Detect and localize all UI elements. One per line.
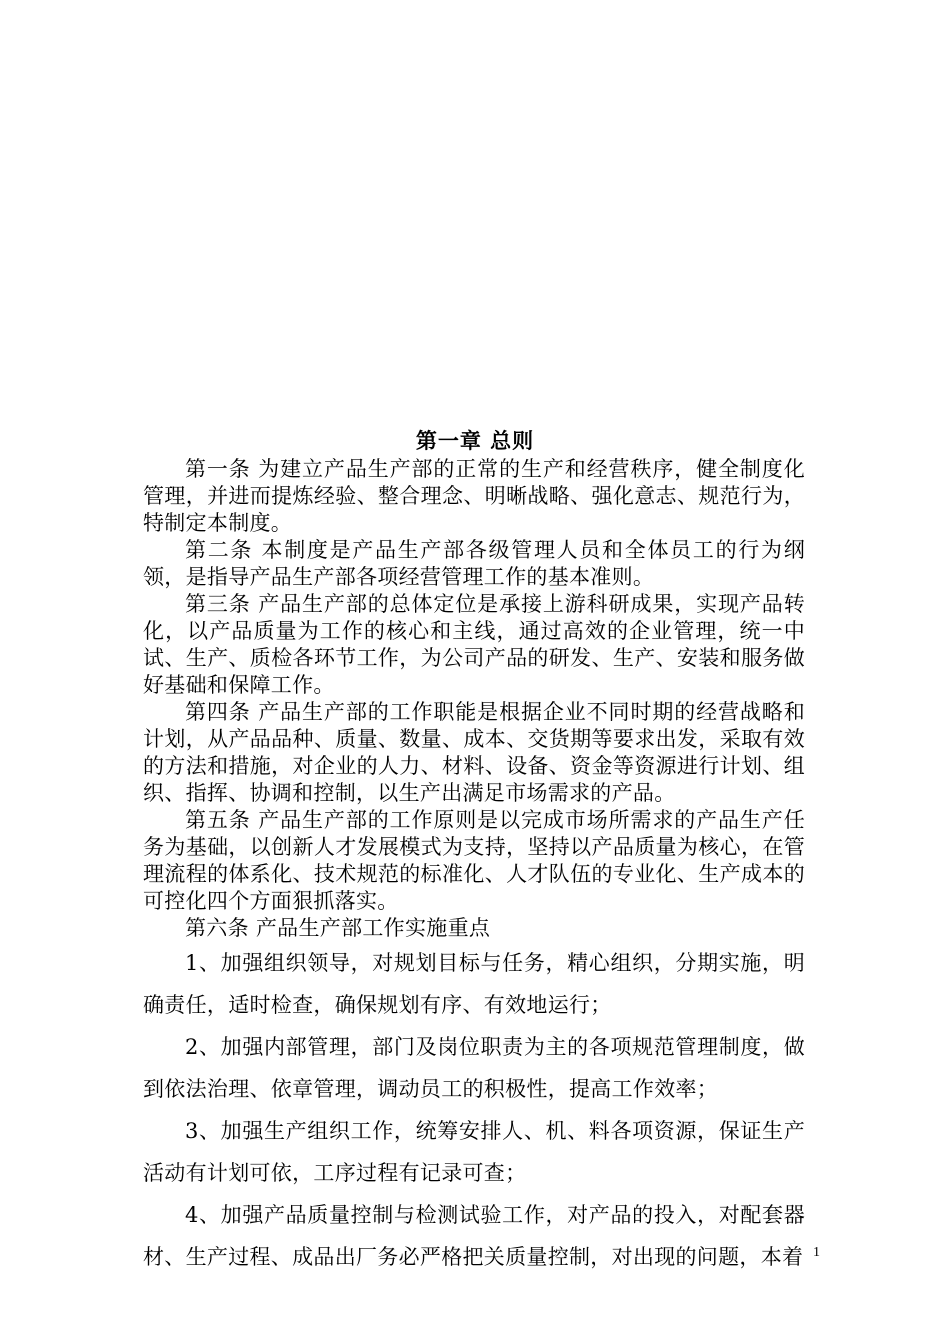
article-3: 第三条 产品生产部的总体定位是承接上游科研成果，实现产品转化，以产品质量为工作的核心和主线，通过高效的企业管理，统一中试、生产、质检各环节工作，为公司产品的研发、生产、安装和服务做好基础和保障工作。 xyxy=(143,592,805,697)
key-point-2: 2、加强内部管理，部门及岗位职责为主的各项规范管理制度，做到依法治理、依章管理，调动员工的积极性，提高工作效率； xyxy=(143,1035,805,1101)
article-6: 第六条 产品生产部工作实施重点 xyxy=(185,916,491,940)
chapter-title: 第一章 总则 xyxy=(415,429,535,453)
key-point-1: 1、加强组织领导，对规划目标与任务，精心组织，分期实施，明确责任，适时检查，确保规划有序、有效地运行； xyxy=(143,951,805,1017)
document-body xyxy=(143,456,805,1278)
page-number: 1 xyxy=(813,1245,820,1260)
article-5: 第五条 产品生产部的工作原则是以完成市场所需求的产品生产任务为基础，以创新人才发展模式为支持，坚持以产品质量为核心，在管理流程的体系化、技术规范的标准化、人才队伍的专业化、生产成本的可控化四个方面狠抓落实。 xyxy=(143,808,805,913)
key-point-3: 3、加强生产组织工作，统筹安排人、机、料各项资源，保证生产活动有计划可依，工序过程有记录可查； xyxy=(143,1119,805,1185)
article-4: 第四条 产品生产部的工作职能是根据企业不同时期的经营战略和计划，从产品品种、质量、数量、成本、交货期等要求出发，采取有效的方法和措施，对企业的人力、材料、设备、资金等资源进行计划、组织、指挥、协调和控制，以生产出满足市场需求的产品。 xyxy=(143,700,805,805)
key-point-4: 4、加强产品质量控制与检测试验工作，对产品的投入，对配套器材、生产过程、成品出厂务必严格把关质量控制，对出现的问题，本着 xyxy=(143,1203,805,1269)
articles-section xyxy=(143,456,805,942)
key-points-list xyxy=(143,942,805,1278)
article-2: 第二条 本制度是产品生产部各级管理人员和全体员工的行为纲领，是指导产品生产部各项经营管理工作的基本准则。 xyxy=(143,538,805,589)
article-1: 第一条 为建立产品生产部的正常的生产和经营秩序，健全制度化管理，并进而提炼经验、整合理念、明晰战略、强化意志、规范行为，特制定本制度。 xyxy=(143,457,805,535)
